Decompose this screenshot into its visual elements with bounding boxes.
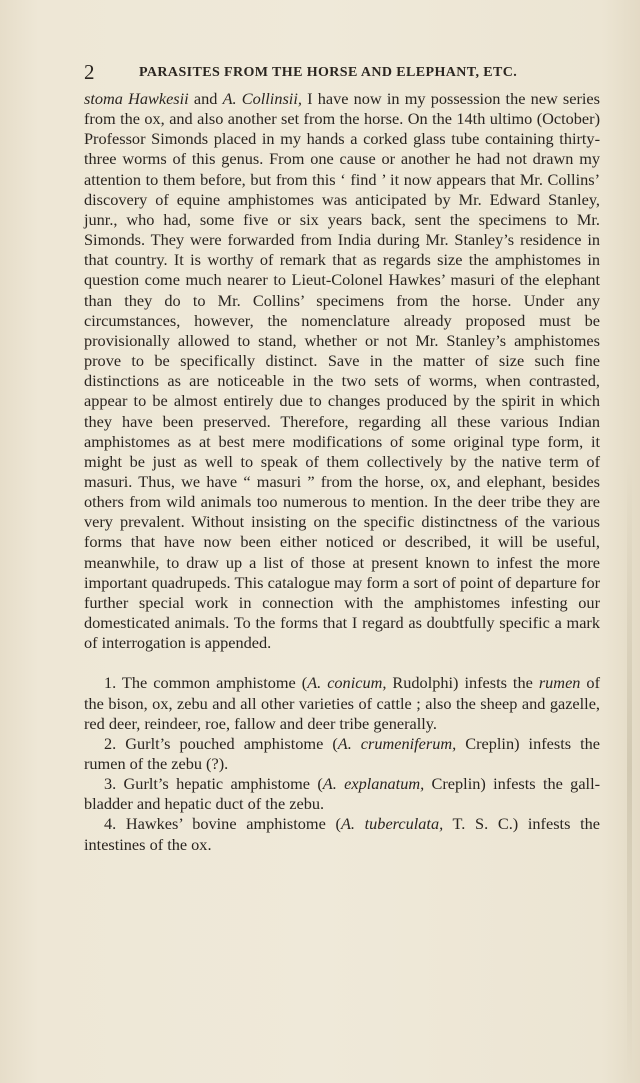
list-item-text: Creplin) infests the gall-bladder and hepatic duct of the zebu. — [84, 774, 601, 814]
paragraph-text: and — [188, 89, 223, 108]
page-edge-shadow — [627, 460, 632, 1080]
body-text — [84, 89, 600, 855]
page-number: 2 — [84, 60, 95, 84]
list-item — [84, 673, 600, 733]
list-item — [84, 774, 600, 814]
list-item-text: 3. Gurlt’s hepatic amphistome ( — [104, 774, 323, 794]
italic-species-name: A. Collinsii, — [222, 89, 302, 108]
list-item-text: 2. Gurlt’s pouched amphistome ( — [104, 733, 338, 753]
italic-species-name: A. conicum, — [307, 673, 387, 693]
italic-species-name: A. tuberculata, — [340, 814, 444, 834]
main-paragraph — [84, 89, 600, 653]
italic-term: rumen — [538, 673, 581, 693]
italic-genus-name: stoma Hawkesii — [84, 89, 189, 108]
running-head: PARASITES FROM THE HORSE AND ELEPHANT, ETC. — [139, 65, 518, 80]
list-item-text: Rudolphi) infests the — [386, 673, 539, 693]
list-item-text: 4. Hawkes’ bovine amphistome ( — [104, 814, 341, 834]
list-item-text: Creplin) infests the rumen of the zebu (?). — [84, 733, 600, 773]
list-item-text: T. S. C.) infests the intestines of the ox. — [84, 814, 600, 854]
amphistome-list — [84, 673, 600, 854]
paragraph-text: I have now in my possession the new series from the ox, and also another set from the horse. On the 14th ultimo (October) Professor Simonds placed in my hands a corked glass tube containing thirty-three worms of this genus. From one cause or another he had not drawn my attention to them before, but from this ‘ find ’ it now appears that Mr. Collins’ discovery of equine amphistomes was anticipated by Mr. Edward Stanley, junr., who had, some five or six years back, sent the specimens to Mr. Simonds. They were forwarded from India during Mr. Stanley’s residence in that country. It is worthy of remark that as regards size the amphistomes in question come much nearer to Lieut-Colonel Hawkes’ masuri of the elephant than they do to Mr. Collins’ specimens from the horse. Under any circumstances, however, the nomenclature already proposed must be provisionally allowed to stand, whether or not Mr. Stanley’s amphistomes prove to be specifically distinct. Save in the matter of size such fine distinctions as are noticeable in the two sets of worms, when contrasted, appear to be almost entirely due to changes produced by the spirit in which they have been preserved. Therefore, regarding all these various Indian amphistomes as at best mere modifications of some original type form, it might be just as well to speak of them collectively by the native term of masuri. Thus, we have “ masuri ” from the horse, ox, and elephant, besides others from wild animals too numerous to mention. In the deer tribe they are very prevalent. Without insisting on the specific distinctness of the various forms that have now been either noticed or described, it will be useful, meanwhile, to draw up a list of those at present known to infest the more important quadrupeds. This catalogue may form a sort of point of departure for further special work in connection with the amphistomes infesting our domesticated animals. To the forms that I regard as doubtfully specific a mark of interrogation is appended. — [84, 89, 600, 653]
list-item — [84, 734, 600, 774]
italic-species-name: A. crumeniferum, — [337, 733, 457, 753]
list-item-text: 1. The common amphistome ( — [104, 673, 308, 693]
page-header — [84, 61, 600, 83]
list-item-text: of the bison, ox, zebu and all other varieties of cattle ; also the sheep and gazelle, red deer, reindeer, roe, fallow and deer tribe generally. — [84, 673, 600, 733]
list-item — [84, 814, 600, 854]
italic-species-name: A. explanatum, — [322, 774, 425, 794]
